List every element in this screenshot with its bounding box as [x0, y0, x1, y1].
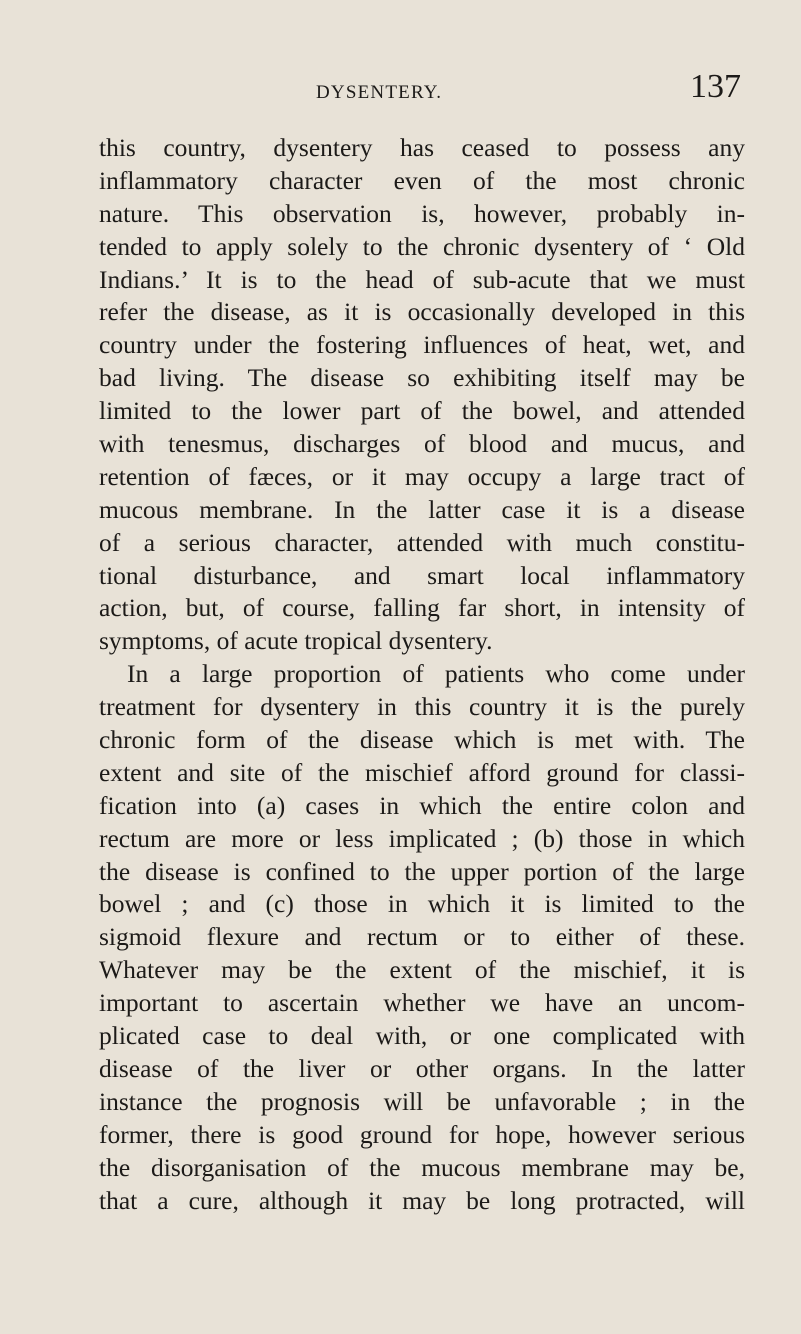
- body-text: [99, 132, 745, 1217]
- text-line: country under the fostering influences of heat, wet, and: [99, 330, 745, 360]
- text-line: tended to apply solely to the chronic dysentery of ‘ Old: [99, 231, 745, 261]
- running-title: DYSENTERY.: [316, 82, 443, 103]
- text-line: plicated case to deal with, or one complicated with: [99, 1021, 745, 1051]
- text-line: that a cure, although it may be long protracted, will: [99, 1185, 745, 1215]
- text-line: bad living. The disease so exhibiting itself may be: [99, 363, 745, 393]
- text-line: refer the disease, as it is occasionally developed in this: [99, 297, 745, 327]
- page-number: 137: [690, 68, 741, 105]
- text-line: chronic form of the disease which is met with. The: [99, 725, 745, 755]
- text-line: Whatever may be the extent of the mischief, it is: [99, 955, 745, 985]
- text-line: rectum are more or less implicated ; (b) those in which: [99, 823, 745, 853]
- text-line: disease of the liver or other organs. In the latter: [99, 1053, 745, 1083]
- text-line: In a large proportion of patients who come under: [127, 659, 745, 689]
- text-line: bowel ; and (c) those in which it is limited to the: [99, 889, 745, 919]
- running-head: [0, 70, 801, 110]
- text-line: with tenesmus, discharges of blood and mucus, and: [99, 429, 745, 459]
- text-line: mucous membrane. In the latter case it is a disease: [99, 494, 745, 524]
- text-line: fication into (a) cases in which the entire colon and: [99, 790, 745, 820]
- text-line: action, but, of course, falling far short, in intensity of: [99, 593, 745, 623]
- text-line: the disorganisation of the mucous membrane may be,: [99, 1152, 745, 1182]
- text-line: treatment for dysentery in this country it is the purely: [99, 692, 745, 722]
- text-line: inflammatory character even of the most chronic: [99, 165, 745, 195]
- text-line: extent and site of the mischief afford ground for classi-: [99, 757, 745, 787]
- text-line: important to ascertain whether we have an uncom-: [99, 988, 745, 1018]
- text-line: sigmoid flexure and rectum or to either of these.: [99, 922, 745, 952]
- text-line: nature. This observation is, however, probably in-: [99, 198, 745, 228]
- text-line: tional disturbance, and smart local inflammatory: [99, 560, 745, 590]
- text-line: Indians.’ It is to the head of sub-acute that we must: [99, 264, 745, 294]
- text-line: instance the prognosis will be unfavorable ; in the: [99, 1086, 745, 1116]
- text-line: the disease is confined to the upper portion of the large: [99, 856, 745, 886]
- text-line: limited to the lower part of the bowel, and attended: [99, 396, 745, 426]
- text-line: this country, dysentery has ceased to possess any: [99, 133, 745, 162]
- text-line: of a serious character, attended with much constitu-: [99, 527, 745, 557]
- text-line: retention of fæces, or it may occupy a large tract of: [99, 461, 745, 491]
- text-line: former, there is good ground for hope, however serious: [99, 1119, 745, 1149]
- text-line: symptoms, of acute tropical dysentery.: [99, 626, 493, 656]
